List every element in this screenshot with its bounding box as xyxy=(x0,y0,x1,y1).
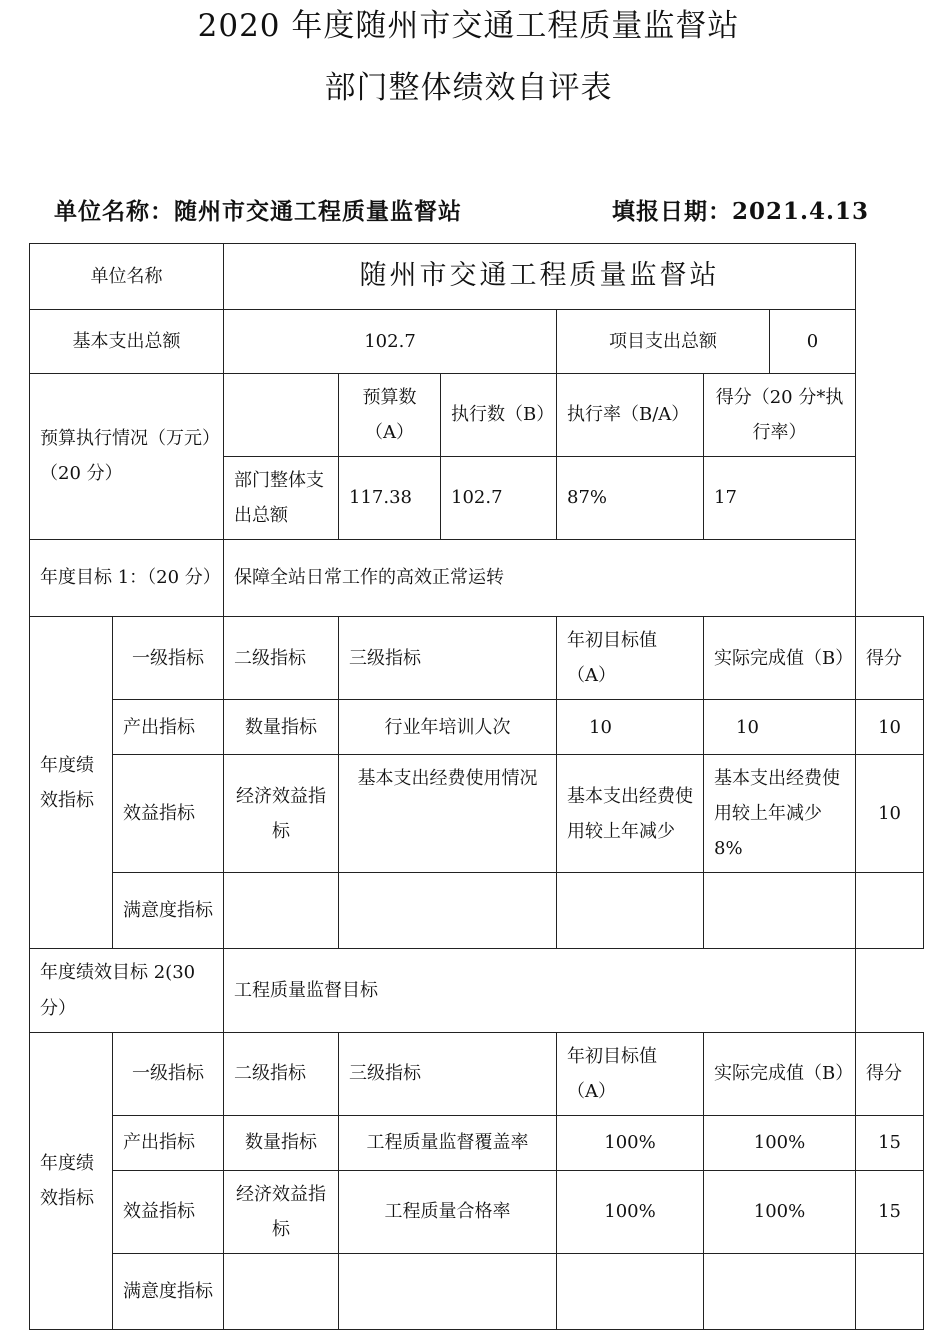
target-cell: 100% xyxy=(557,1115,704,1170)
level2-cell: 经济效益指标 xyxy=(224,1170,339,1253)
table-row xyxy=(30,1115,924,1170)
project-expense-value: 0 xyxy=(770,309,856,373)
budget-col-score: 得分（20 分*执行率） xyxy=(704,373,856,456)
level2-cell xyxy=(224,1254,339,1330)
budget-value: 117.38 xyxy=(339,456,441,539)
goal2-side-label: 年度绩效指标 xyxy=(30,1032,113,1329)
level1-cell: 满意度指标 xyxy=(113,1254,224,1330)
level2-cell: 数量指标 xyxy=(224,1115,339,1170)
level1-cell: 效益指标 xyxy=(113,755,224,873)
level2-cell xyxy=(224,873,339,949)
budget-row-label: 部门整体支出总额 xyxy=(224,456,339,539)
score-cell: 15 xyxy=(856,1115,924,1170)
document-subtitle: 部门整体绩效自评表 xyxy=(324,70,613,106)
score-cell: 10 xyxy=(856,700,924,755)
level2-header: 二级指标 xyxy=(224,617,339,700)
rate-value: 87% xyxy=(557,456,704,539)
score-cell xyxy=(856,1254,924,1330)
target-cell xyxy=(557,1254,704,1330)
document-title: 2020 年度随州市交通工程质量监督站 xyxy=(197,8,740,44)
actual-cell: 基本支出经费使用较上年减少 8% xyxy=(704,755,856,873)
target-cell xyxy=(557,873,704,949)
actual-header: 实际完成值（B） xyxy=(704,1032,856,1115)
goal1-indicator-header xyxy=(30,617,924,700)
score-value: 17 xyxy=(704,456,856,539)
unit-label: 单位名称： xyxy=(54,198,174,225)
score-cell: 15 xyxy=(856,1170,924,1253)
level1-cell: 产出指标 xyxy=(113,1115,224,1170)
level1-cell: 效益指标 xyxy=(113,1170,224,1253)
level2-cell: 经济效益指标 xyxy=(224,755,339,873)
actual-cell: 100% xyxy=(704,1170,856,1253)
goal2-value: 工程质量监督目标 xyxy=(224,949,856,1032)
level3-cell: 工程质量合格率 xyxy=(339,1170,557,1253)
date-info xyxy=(612,193,869,226)
table-row xyxy=(30,1170,924,1253)
actual-cell xyxy=(704,873,856,949)
level2-header: 二级指标 xyxy=(224,1032,339,1115)
budget-blank-cell xyxy=(224,373,339,456)
unit-name-label: 单位名称 xyxy=(30,244,224,310)
basic-expense-label: 基本支出总额 xyxy=(30,309,224,373)
level3-cell: 行业年培训人次 xyxy=(339,700,557,755)
level3-header: 三级指标 xyxy=(339,1032,557,1115)
level3-cell: 工程质量监督覆盖率 xyxy=(339,1115,557,1170)
actual-cell: 10 xyxy=(704,700,856,755)
score-cell: 10 xyxy=(856,755,924,873)
goal1-value: 保障全站日常工作的高效正常运转 xyxy=(224,540,856,617)
goal1-row xyxy=(30,540,924,617)
target-header: 年初目标值（A） xyxy=(557,617,704,700)
unit-name-value: 随州市交通工程质量监督站 xyxy=(224,244,856,310)
target-cell: 10 xyxy=(557,700,704,755)
budget-col-budget: 预算数（A） xyxy=(339,373,441,456)
goal2-indicator-header xyxy=(30,1032,924,1115)
actual-header: 实际完成值（B） xyxy=(704,617,856,700)
unit-row xyxy=(30,244,924,310)
goal2-label: 年度绩效目标 2(30 分） xyxy=(30,949,224,1032)
date-label: 填报日期： xyxy=(612,198,732,225)
level1-cell: 满意度指标 xyxy=(113,873,224,949)
target-header: 年初目标值（A） xyxy=(557,1032,704,1115)
target-cell: 100% xyxy=(557,1170,704,1253)
level1-header: 一级指标 xyxy=(113,617,224,700)
score-header: 得分 xyxy=(856,1032,924,1115)
expense-row xyxy=(30,309,924,373)
goal1-label: 年度目标 1：（20 分） xyxy=(30,540,224,617)
level3-cell: 基本支出经费使用情况 xyxy=(339,755,557,873)
project-expense-label: 项目支出总额 xyxy=(557,309,770,373)
unit-value: 随州市交通工程质量监督站 xyxy=(174,198,462,225)
score-header: 得分 xyxy=(856,617,924,700)
budget-header-row xyxy=(30,373,924,456)
level3-header: 三级指标 xyxy=(339,617,557,700)
goal2-row xyxy=(30,949,924,1032)
budget-label: 预算执行情况（万元）（20 分） xyxy=(30,373,224,539)
level1-cell: 产出指标 xyxy=(113,700,224,755)
score-cell xyxy=(856,873,924,949)
table-row xyxy=(30,1254,924,1330)
actual-cell: 100% xyxy=(704,1115,856,1170)
budget-col-rate: 执行率（B/A） xyxy=(557,373,704,456)
level3-cell xyxy=(339,1254,557,1330)
goal1-side-label: 年度绩效指标 xyxy=(30,617,113,949)
level1-header: 一级指标 xyxy=(113,1032,224,1115)
table-row xyxy=(30,873,924,949)
exec-value: 102.7 xyxy=(441,456,557,539)
evaluation-table xyxy=(29,243,924,1330)
actual-cell xyxy=(704,1254,856,1330)
level3-cell xyxy=(339,873,557,949)
level2-cell: 数量指标 xyxy=(224,700,339,755)
target-cell: 基本支出经费使用较上年减少 xyxy=(557,755,704,873)
date-value: 2021.4.13 xyxy=(732,198,870,225)
table-row xyxy=(30,755,924,873)
basic-expense-value: 102.7 xyxy=(224,309,557,373)
table-row xyxy=(30,700,924,755)
unit-info xyxy=(54,193,462,226)
budget-col-exec: 执行数（B） xyxy=(441,373,557,456)
